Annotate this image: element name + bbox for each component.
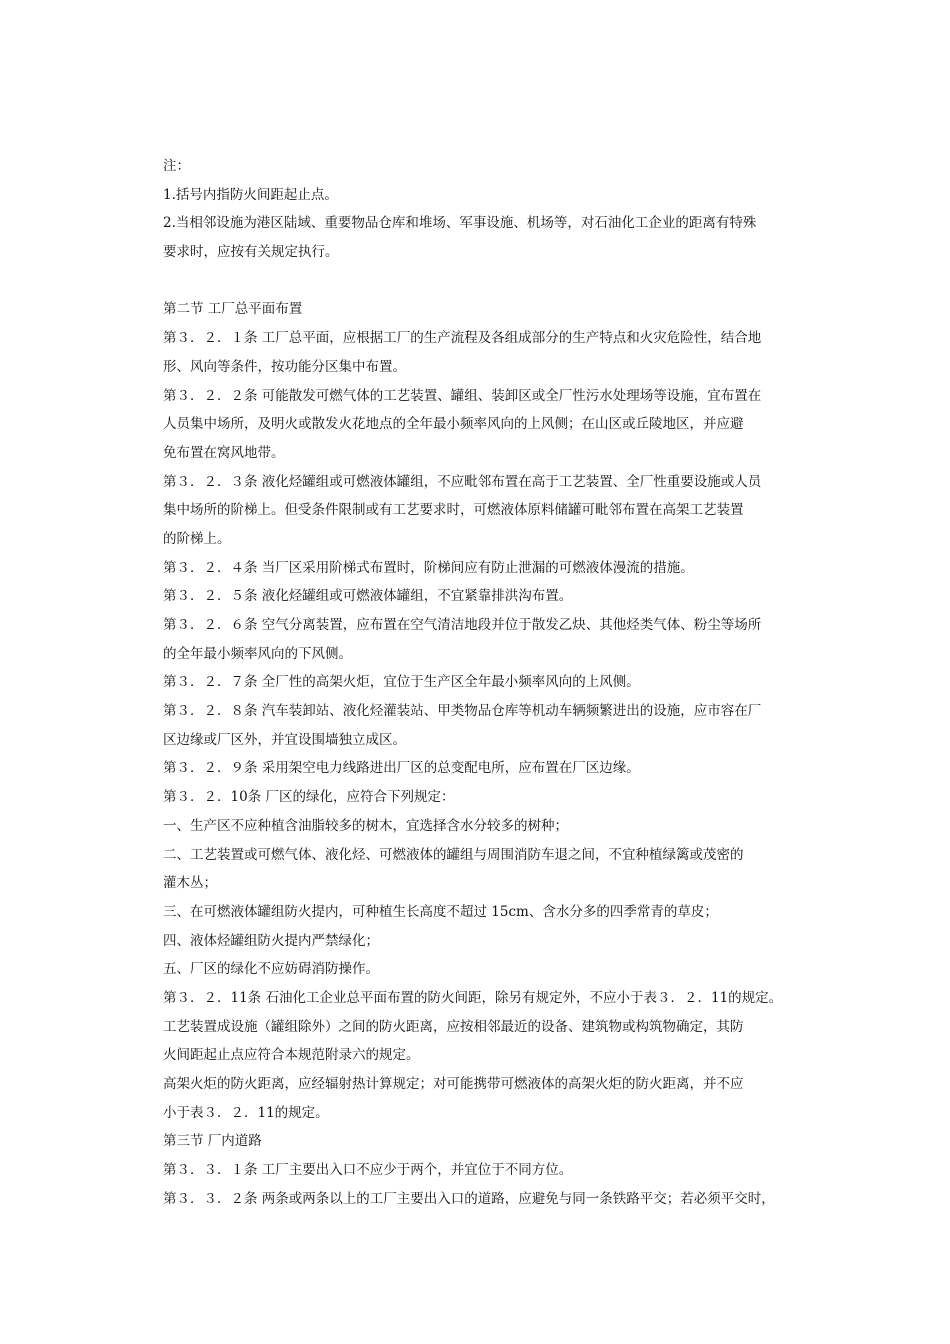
text-line: 第３．２．７条 全厂性的高架火炬，宜位于生产区全年最小频率风向的上风侧。 (163, 674, 640, 691)
text-line: 第三节 厂内道路 (163, 1133, 262, 1150)
text-line: 高架火炬的防火距离，应经辐射热计算规定；对可能携带可燃液体的高架火炬的防火距离，并不应 (163, 1076, 744, 1092)
text-line: 第３．２．９条 采用架空电力线路进出厂区的总变配电所，应布置在厂区边缘。 (163, 760, 640, 777)
text-line: 第３．３．１条 工厂主要出入口不应少于两个，并宜位于不同方位。 (163, 1162, 573, 1179)
text-line: 形、风向等条件，按功能分区集中布置。 (163, 358, 406, 375)
text-line: 火间距起止点应符合本规范附录六的规定。 (163, 1047, 420, 1064)
text-line: 二、工艺装置或可燃气体、液化烃、可燃液体的罐组与周围消防车退之间，不宜种植绿篱或茂密的 (163, 846, 744, 863)
text-line: 第３．２．３条 液化烃罐组或可燃液体罐组，不应毗邻布置在高于工艺装置、全厂性重要设施或人员 (163, 473, 762, 490)
text-line: 集中场所的阶梯上。但受条件限制或有工艺要求时，可燃液体原料储罐可毗邻布置在高架工艺装置 (163, 502, 744, 519)
text-line: 1.括号内指防火间距起止点。 (163, 186, 338, 203)
text-line: 第３．２．４条 当厂区采用阶梯式布置时，阶梯间应有防止泄漏的可燃液体漫流的措施。 (163, 559, 694, 576)
text-line: 第３．２．１条 工厂总平面，应根据工厂的生产流程及各组成部分的生产特点和火灾危险性，结合地 (163, 330, 762, 347)
text-line: 第３．２．５条 液化烃罐组或可燃液体罐组，不宜紧靠排洪沟布置。 (163, 588, 573, 605)
text-line: 第３．２．10条 厂区的绿化，应符合下列规定： (163, 789, 455, 806)
text-line: 2.当相邻设施为港区陆域、重要物品仓库和堆场、军事设施、机场等，对石油化工企业的距离有特殊 (163, 215, 757, 232)
text-line: 人员集中场所，及明火或散发火花地点的全年最小频率风向的上风侧；在山区或丘陵地区，并应避 (163, 416, 744, 433)
text-line: 工艺装置成设施（罐组除外）之间的防火距离，应按相邻最近的设备、建筑物或构筑物确定，其防 (163, 1018, 744, 1035)
text-line: 的全年最小频率风向的下风侧。 (163, 645, 352, 662)
text-line: 五、厂区的绿化不应妨碍消防操作。 (163, 961, 379, 978)
blank-line (163, 267, 791, 296)
text-line: 灌木丛； (163, 875, 217, 892)
text-line: 第二节 工厂总平面布置 (163, 301, 303, 318)
text-line: 免布置在窝风地带。 (163, 444, 285, 461)
text-line: 第３．２．６条 空气分离装置，应布置在空气清洁地段并位于散发乙炔、其他烃类气体、粉尘等场所 (163, 617, 762, 633)
text-line: 注： (163, 158, 190, 174)
text-line: 的阶梯上。 (163, 530, 231, 547)
text-line: 小于表３．２．11的规定。 (163, 1104, 329, 1121)
text-line: 第３．２．11条 石油化工企业总平面布置的防火间距，除另有规定外，不应小于表３．２．11的规定。 (163, 989, 783, 1006)
text-line: 第３．２．２条 可能散发可燃气体的工艺装置、罐组、装卸区或全厂性污水处理场等设施，宜布置在 (163, 387, 762, 404)
text-line: 一、生产区不应种植含油脂较多的树木，宜选择含水分较多的树种； (163, 817, 568, 834)
text-line: 第３．３．２条 两条或两条以上的工厂主要出入口的道路，应避免与同一条铁路平交；若必须平交时， (163, 1190, 775, 1207)
text-line: 第３．２．８条 汽车装卸站、液化烃灌装站、甲类物品仓库等机动车辆频繁进出的设施，应市容在厂 (163, 703, 762, 720)
document-page (163, 152, 791, 1213)
text-line: 三、在可燃液体罐组防火提内，可种植生长高度不超过 15cm、含水分多的四季常青的草皮； (163, 903, 718, 920)
text-line: 区边缘或厂区外，并宜设围墙独立成区。 (163, 731, 406, 748)
text-line: 四、液体烃罐组防火提内严禁绿化； (163, 932, 379, 949)
text-line: 要求时，应按有关规定执行。 (163, 244, 339, 261)
